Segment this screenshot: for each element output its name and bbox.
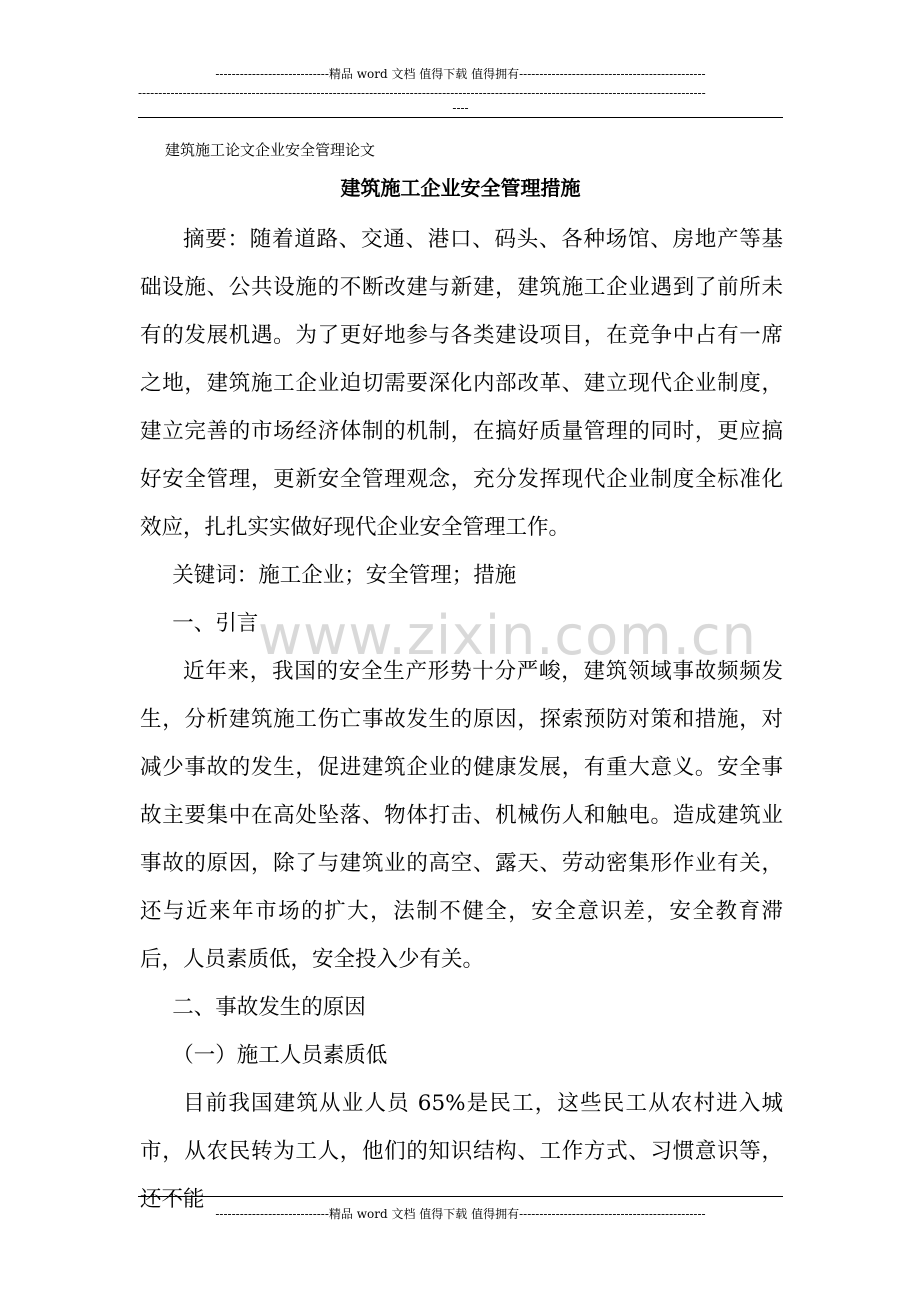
- header-rule: [138, 117, 783, 118]
- section-heading-causes: 二、事故发生的原因: [172, 995, 366, 1020]
- document-body: [140, 216, 783, 1224]
- header-dash-tail: ----: [452, 101, 469, 115]
- abstract-paragraph: 摘要：随着道路、交通、港口、码头、各种场馆、房地产等基础设施、公共设施的不断改建与新建，建筑施工企业遇到了前所未有的发展机遇。为了更好地参与各类建设项目，在竞争中占有一席之地，建筑施工企业迫切需要深化内部改革、建立现代企业制度，建立完善的市场经济体制的机制，在搞好质量管理的同时，更应搞好安全管理，更新安全管理观念，充分发挥现代企业制度全标准化效应，扎扎实实做好现代企业安全管理工作。: [140, 227, 783, 540]
- document-label: 建筑施工论文企业安全管理论文: [165, 141, 376, 159]
- subsection-heading-worker-quality: （一）施工人员素质低: [172, 1043, 388, 1068]
- header-banner: ----------------------------精品 word 文档 值得下载 值得拥有----------------------------------------------: [215, 67, 706, 81]
- worker-quality-paragraph: 目前我国建筑从业人员 65%是民工，这些民工从农村进入城市，从农民转为工人，他们的知识结构、工作方式、习惯意识等，还不能: [140, 1091, 783, 1212]
- section-heading-introduction: 一、引言: [172, 611, 259, 636]
- watermark-text: www.zixin.com.cn: [258, 604, 757, 667]
- header-dash-line: --------------------------------------------------------------------------------------------------------------------------------------------: [138, 86, 706, 100]
- introduction-paragraph: 近年来，我国的安全生产形势十分严峻，建筑领域事故频频发生，分析建筑施工伤亡事故发生的原因，探索预防对策和措施，对减少事故的发生，促进建筑企业的健康发展，有重大意义。安全事故主要集中在高处坠落、物体打击、机械伤人和触电。造成建筑业事故的原因，除了与建筑业的高空、露天、劳动密集形作业有关，还与近来年市场的扩大，法制不健全，安全意识差，安全教育滞后，人员素质低，安全投入少有关。: [140, 659, 783, 972]
- footer-rule: [138, 1196, 783, 1197]
- document-title: 建筑施工企业安全管理措施: [340, 176, 581, 200]
- keywords-paragraph: 关键词：施工企业；安全管理；措施: [172, 563, 517, 588]
- footer-banner: ----------------------------精品 word 文档 值得下载 值得拥有----------------------------------------------: [215, 1207, 706, 1221]
